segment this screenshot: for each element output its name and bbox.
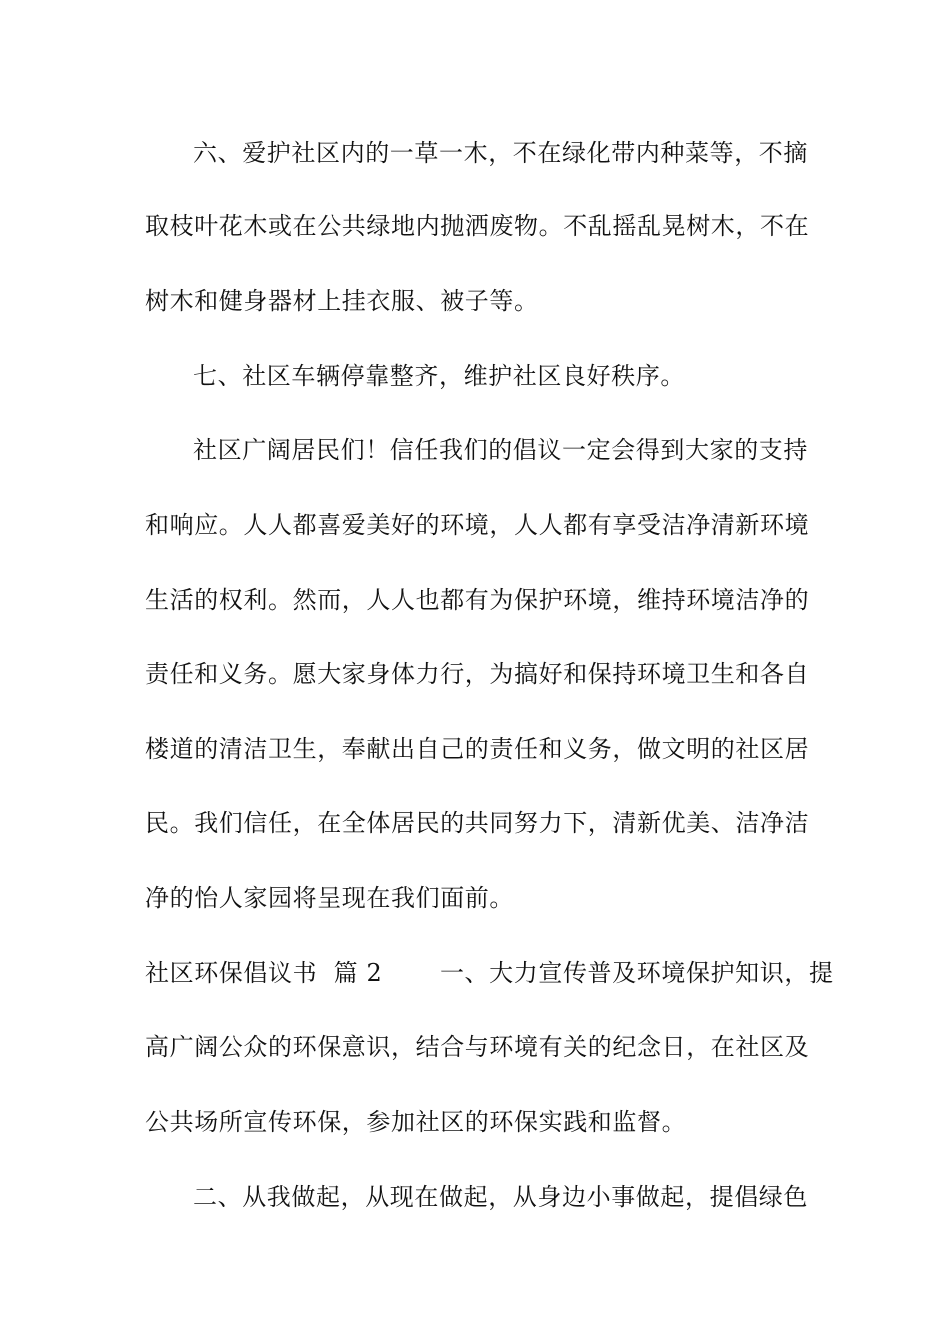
text-line: 七、社区车辆停靠整齐，维护社区良好秩序。 (193, 362, 685, 390)
section-heading-line: 社区环保倡议书 篇 2 一、大力宣传普及环境保护知识，提 (145, 959, 834, 987)
text-line: 六、爱护社区内的一草一木，不在绿化带内种菜等，不摘 (193, 139, 808, 167)
text-line: 净的怡人家园将呈现在我们面前。 (145, 884, 514, 912)
text-line: 民。我们信任，在全体居民的共同努力下，清新优美、洁净洁 (145, 809, 810, 837)
text-line: 楼道的清洁卫生，奉献出自己的责任和义务，做文明的社区居 (145, 735, 810, 763)
text-line: 责任和义务。愿大家身体力行，为搞好和保持环境卫生和各自 (145, 660, 810, 688)
text-line: 二、从我做起，从现在做起，从身边小事做起，提倡绿色 (193, 1183, 808, 1211)
text-line: 和响应。人人都喜爱美好的环境，人人都有享受洁净清新环境 (145, 511, 810, 539)
text-line: 社区广阔居民们！信任我们的倡议一定会得到大家的支持 (193, 436, 808, 464)
text-line: 树木和健身器材上挂衣服、被子等。 (145, 287, 539, 315)
text-line: 生活的权利。然而，人人也都有为保护环境，维持环境洁净的 (145, 586, 810, 614)
text-line: 公共场所宣传环保，参加社区的环保实践和监督。 (145, 1108, 687, 1136)
text-line: 取枝叶花木或在公共绿地内抛洒废物。不乱摇乱晃树木，不在 (145, 212, 810, 240)
text-line: 高广阔公众的环保意识，结合与环境有关的纪念日，在社区及 (145, 1033, 810, 1061)
